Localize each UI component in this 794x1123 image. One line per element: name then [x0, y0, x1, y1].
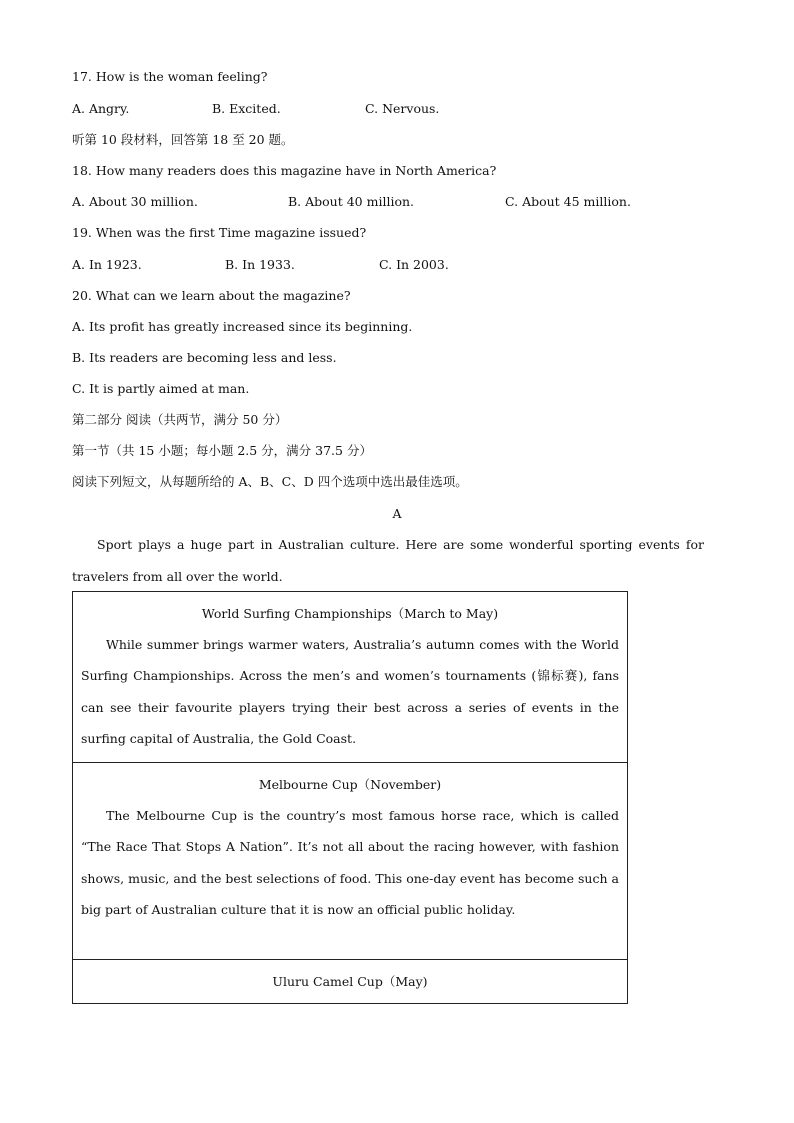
reading-instruction: 阅读下列短文，从每题所给的 A、B、C、D 四个选项中选出最佳选项。: [72, 474, 468, 489]
question-20: 20. What can we learn about the magazine?: [72, 288, 351, 303]
section-1-heading: 第一节（共 15 小题；每小题 2.5 分，满分 37.5 分）: [72, 443, 372, 458]
passage-label: A: [392, 506, 402, 521]
event-title: World Surfing Championships（March to May): [201, 606, 499, 621]
passage-intro: Sport plays a huge part in Australian culture. Here are some wonderful sporting events for travelers from all over the world.: [72, 537, 704, 584]
q17-option-a: A. Angry.: [72, 101, 130, 116]
event-cell-melbourne: [73, 763, 628, 960]
q18-option-c: C. About 45 million.: [505, 194, 631, 209]
event-title: Melbourne Cup（November): [258, 777, 442, 793]
event-cell-surfing: [73, 592, 628, 763]
q18-option-b: B. About 40 million.: [288, 194, 415, 209]
event-row: [73, 960, 628, 1004]
q17-option-c: C. Nervous.: [365, 101, 440, 116]
q19-option-c: C. In 2003.: [379, 257, 449, 272]
q20-option-a: A. Its profit has greatly increased since its beginning.: [72, 319, 413, 334]
q19-option-b: B. In 1933.: [225, 257, 295, 272]
q18-option-a: A. About 30 million.: [72, 194, 198, 209]
event-row: [73, 763, 628, 960]
question-19: 19. When was the first Time magazine issued?: [72, 225, 367, 240]
event-title: Uluru Camel Cup（May): [272, 974, 428, 990]
question-18: 18. How many readers does this magazine have in North America?: [72, 163, 497, 178]
event-body: The Melbourne Cup is the country’s most famous horse race, which is called “The Race That Stops A Nation”. It’s not all about the racing however, with fashion shows, music, and the best selections of food. This one-day event has become such a big part of Australian culture that it is now an official public holiday.: [81, 808, 619, 918]
q20-option-c: C. It is partly aimed at man.: [72, 381, 250, 396]
q19-option-a: A. In 1923.: [72, 257, 142, 272]
q20-option-b: B. Its readers are becoming less and less.: [72, 350, 337, 365]
section-10-instruction: 听第 10 段材料，回答第 18 至 20 题。: [72, 132, 294, 147]
part-2-heading: 第二部分 阅读（共两节，满分 50 分）: [72, 412, 288, 427]
event-body: While summer brings warmer waters, Australia’s autumn comes with the World Surfing Championships. Across the men’s and women’s tournaments (锦标赛), fans can see their favourite players trying their best across a series of events in the surfing capital of Australia, the Gold Coast.: [81, 637, 619, 746]
q17-option-b: B. Excited.: [212, 101, 281, 116]
event-cell-uluru: [73, 960, 628, 1004]
question-17: 17. How is the woman feeling?: [72, 69, 268, 84]
event-row: [73, 592, 628, 763]
events-table: [72, 591, 628, 1004]
